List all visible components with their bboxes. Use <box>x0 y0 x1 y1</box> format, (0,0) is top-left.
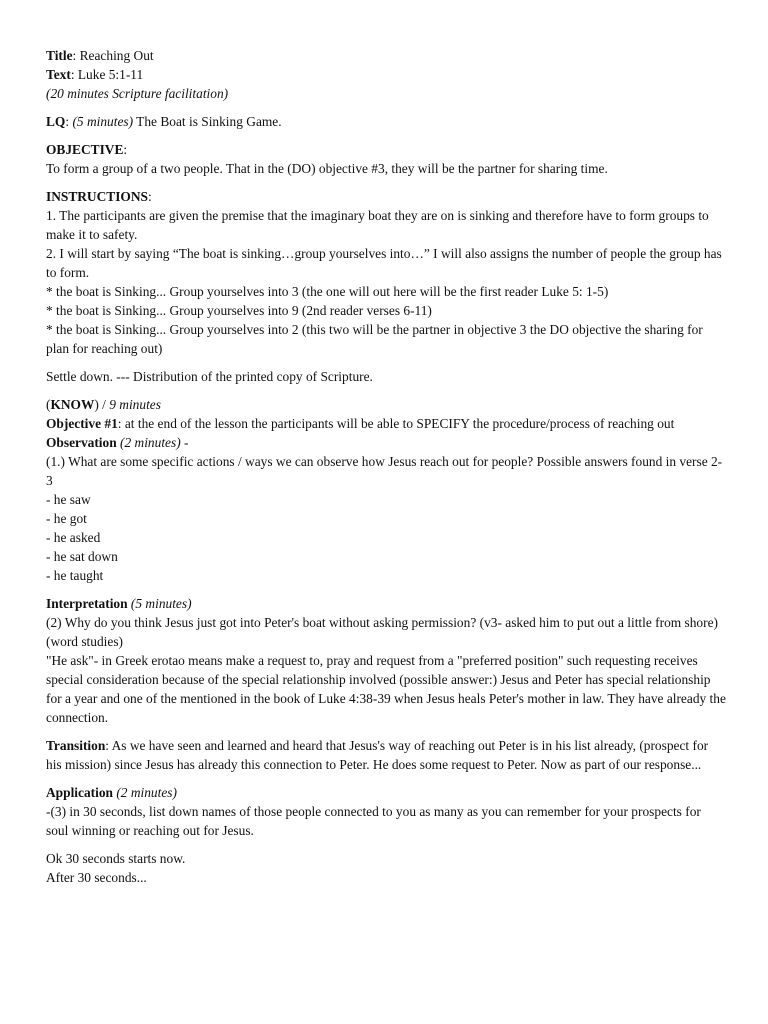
settle-line: Settle down. --- Distribution of the printed copy of Scripture. <box>46 369 373 384</box>
lq-sep: : <box>65 114 73 129</box>
interpretation-time: (5 minutes) <box>127 596 192 611</box>
objective-text: To form a group of a two people. That in the (DO) objective #3, they will be the partner for sharing time. <box>46 161 608 176</box>
observation-label: Observation <box>46 435 117 450</box>
observation-line <box>46 433 726 452</box>
objective1-text: : at the end of the lesson the participants will be able to SPECIFY the procedure/process of reaching out <box>117 416 675 431</box>
lq-line <box>46 112 726 131</box>
title-label: Title <box>46 48 73 63</box>
transition-text: : As we have seen and learned and heard that Jesus's way of reaching out Peter is in his list already, (prospect for his mission) since Jesus has already this connection to Peter. He does some request to Peter. Now as part of our response... <box>46 738 709 772</box>
closing-line: After 30 seconds... <box>46 870 147 885</box>
text-line <box>46 65 726 84</box>
objective-colon: : <box>123 142 128 157</box>
instruction-item: 1. The participants are given the premise that the imaginary boat they are on is sinking and therefore have to form groups to make it to safety. <box>46 208 709 242</box>
know-close: ) / <box>94 397 110 412</box>
instructions-heading-line <box>46 187 726 206</box>
know-line <box>46 395 726 414</box>
objective-heading-line <box>46 140 726 159</box>
observation-time: (2 minutes) <box>116 435 181 450</box>
interpretation-text: "He ask"- in Greek erotao means make a request to, pray and request from a "preferred position" such requesting receives special consideration because of the special relationship involved (possible answer:) Jesus and Peter has special relationship for a year and one of the mentioned in the book of Luke 4:38-39 when Jesus heals Peter's mother in law. They have already the connection. <box>46 653 726 725</box>
lq-text: The Boat is Sinking Game. <box>133 114 282 129</box>
objective1-label: Objective #1 <box>46 416 118 431</box>
instruction-item: * the boat is Sinking... Group yourselves into 9 (2nd reader verses 6-11) <box>46 303 432 318</box>
word-studies-note: (word studies) <box>46 634 123 649</box>
application-label: Application <box>46 785 113 800</box>
observation-answer: - he taught <box>46 568 104 583</box>
facilitation-note: (20 minutes Scripture facilitation) <box>46 86 229 101</box>
observation-answer: - he asked <box>46 530 101 545</box>
instruction-item: * the boat is Sinking... Group yourselves into 3 (the one will out here will be the first reader Luke 5: 1-5) <box>46 284 609 299</box>
observation-question: (1.) What are some specific actions / ways we can observe how Jesus reach out for people? Possible answers found in verse 2-3 <box>46 454 723 488</box>
application-time: (2 minutes) <box>112 785 177 800</box>
transition-paragraph <box>46 736 726 774</box>
instruction-item: 2. I will start by saying “The boat is sinking…group yourselves into…” I will also assigns the number of people the group has to form. <box>46 246 722 280</box>
lq-label: LQ <box>46 114 66 129</box>
application-text: -(3) in 30 seconds, list down names of those people connected to you as many as you can remember for your prospects for soul winning or reaching out for Jesus. <box>46 804 701 838</box>
transition-label: Transition <box>46 738 106 753</box>
text-value: : Luke 5:1-11 <box>70 67 144 82</box>
instructions-colon: : <box>147 189 152 204</box>
observation-answer: - he got <box>46 511 87 526</box>
instructions-heading: INSTRUCTIONS <box>46 189 148 204</box>
know-time: 9 minutes <box>109 397 161 412</box>
observation-answer: - he saw <box>46 492 91 507</box>
instruction-item: * the boat is Sinking... Group yourselves into 2 (this two will be the partner in objective 3 the DO objective the sharing for plan for reaching out) <box>46 322 703 356</box>
interpretation-question: (2) Why do you think Jesus just got into Peter's boat without asking permission? (v3- asked him to put out a little from shore) <box>46 615 718 630</box>
application-line <box>46 783 726 802</box>
closing-line: Ok 30 seconds starts now. <box>46 851 186 866</box>
observation-answer: - he sat down <box>46 549 118 564</box>
lq-time: (5 minutes) <box>72 114 134 129</box>
objective-heading: OBJECTIVE <box>46 142 124 157</box>
interpretation-line <box>46 594 726 613</box>
know-open: ( <box>46 397 51 412</box>
title-value: : Reaching Out <box>72 48 154 63</box>
text-label: Text <box>46 67 71 82</box>
observation-dash: - <box>180 435 189 450</box>
objective1-line <box>46 414 726 433</box>
interpretation-label: Interpretation <box>46 596 128 611</box>
know-label: KNOW <box>50 397 95 412</box>
title-line <box>46 46 726 65</box>
